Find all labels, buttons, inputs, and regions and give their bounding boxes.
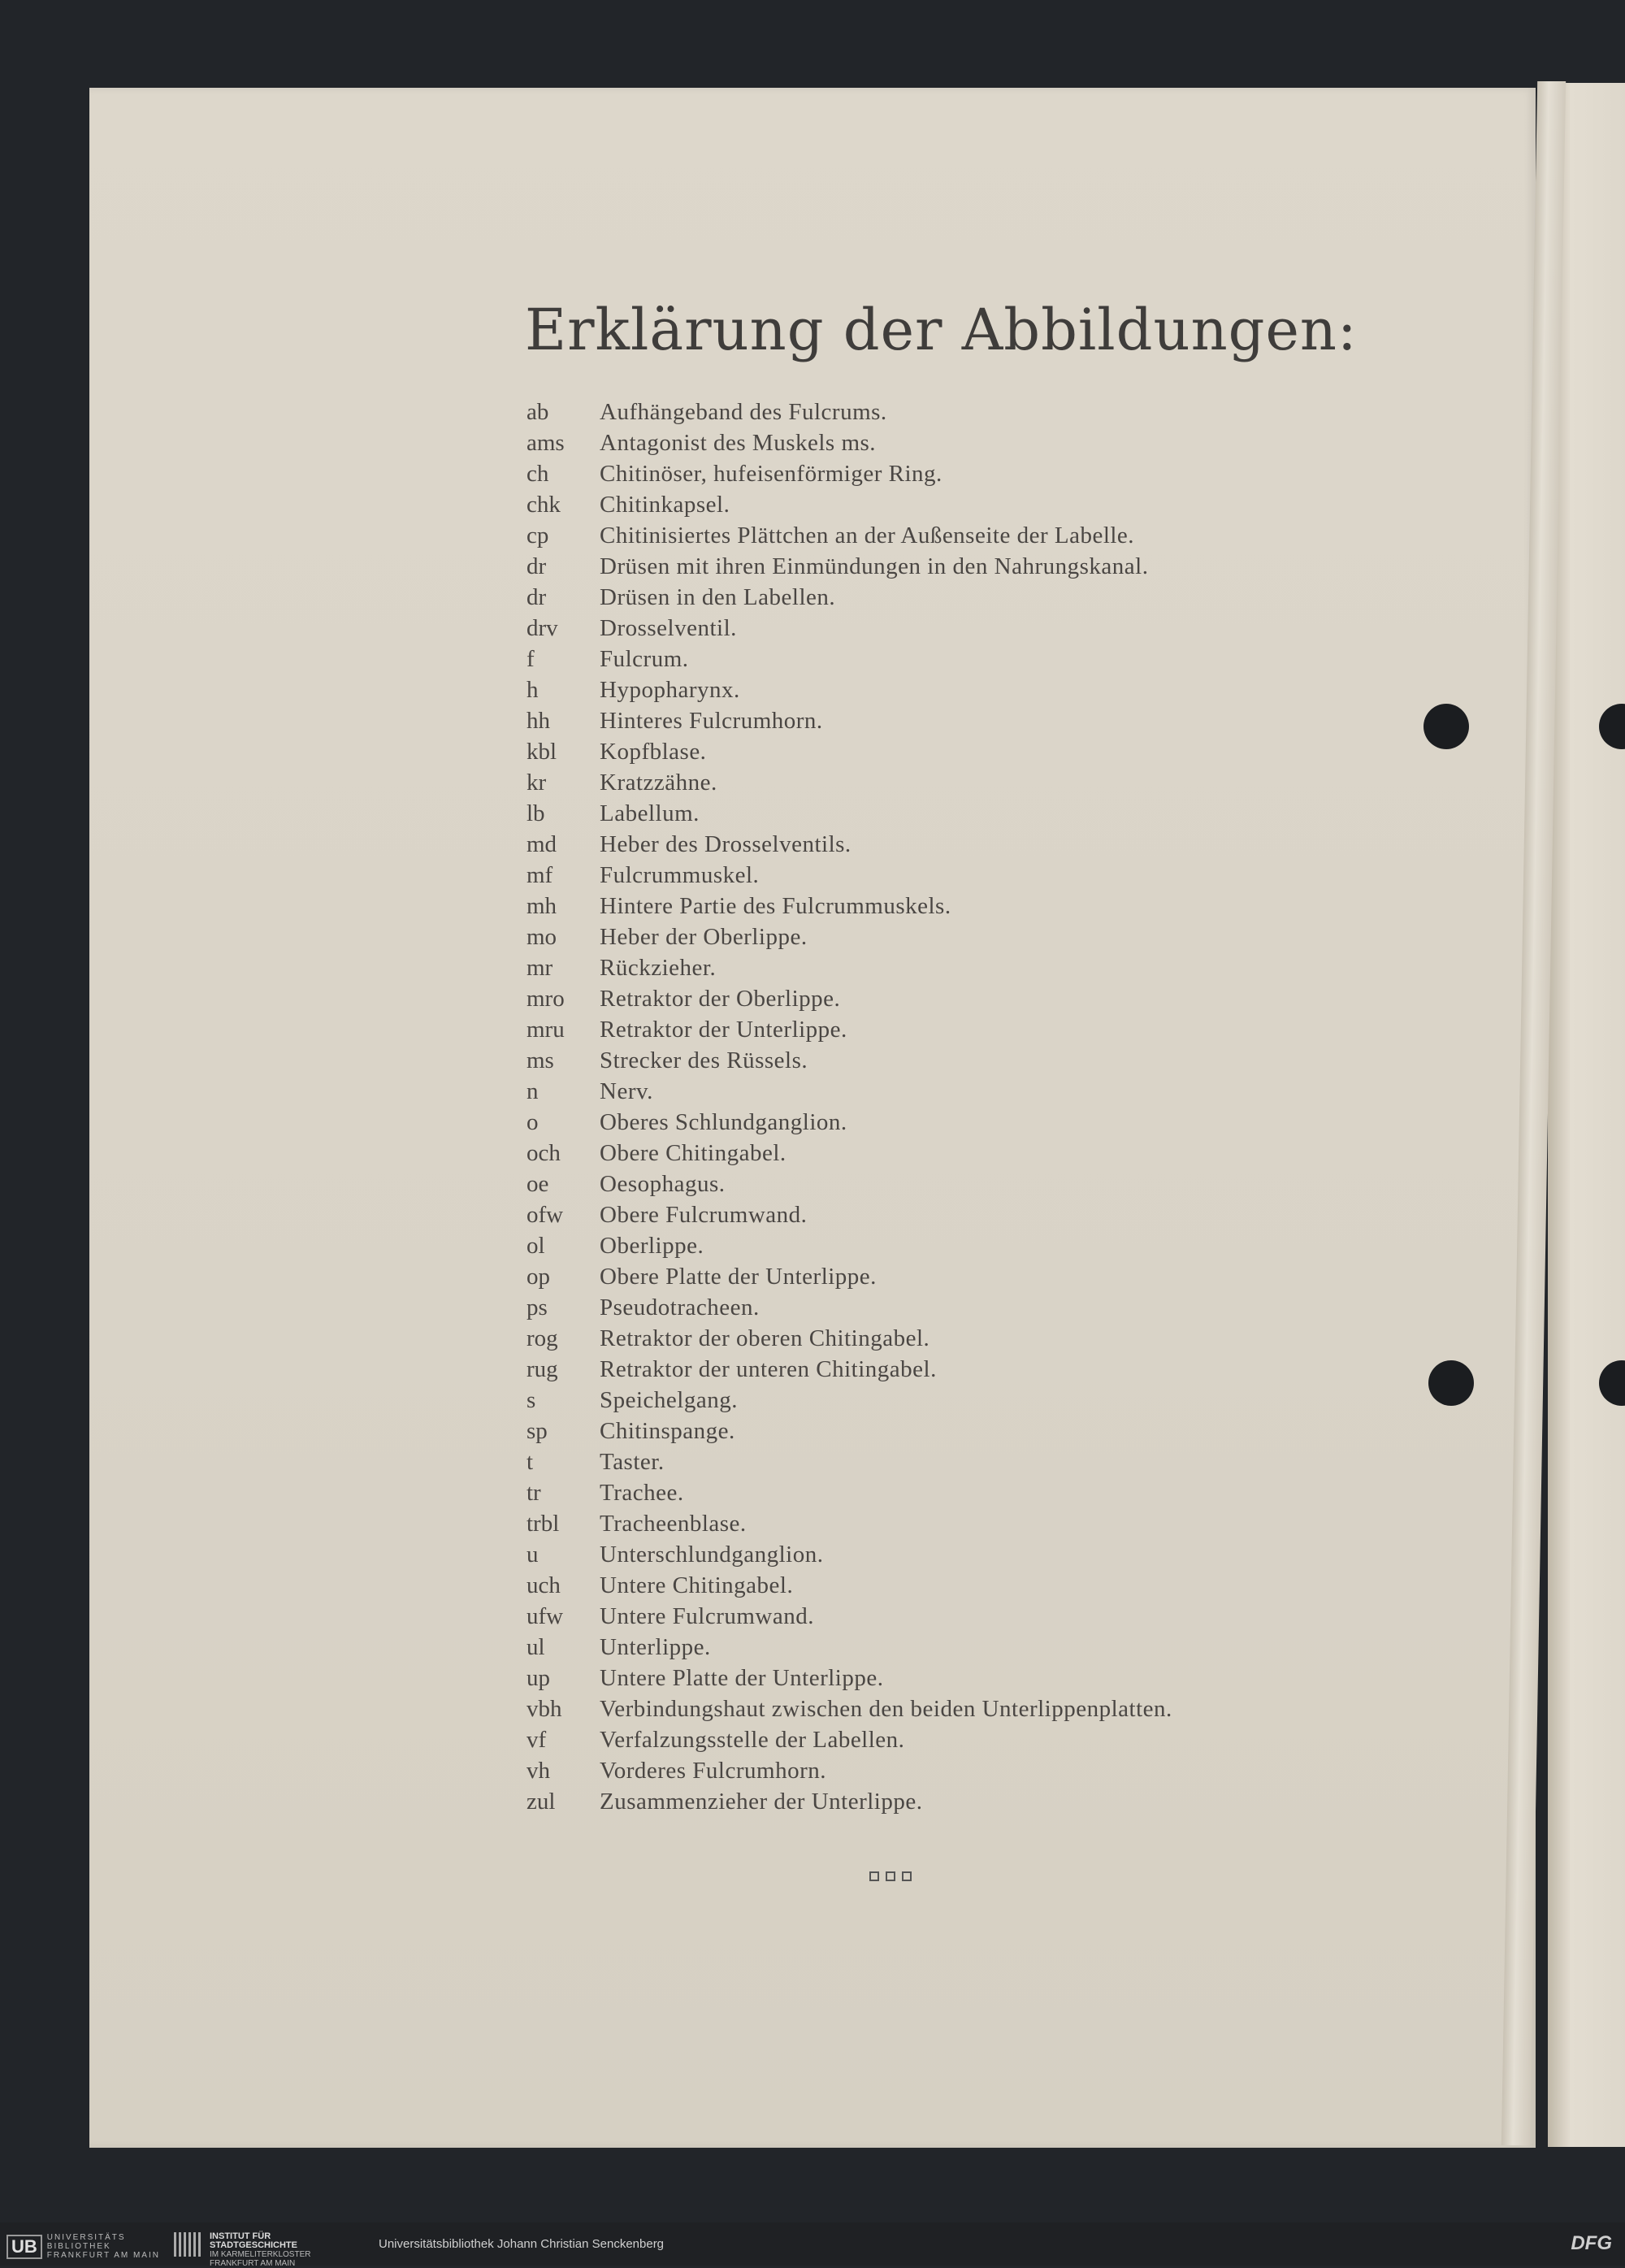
- legend-description: Obere Chitingabel.: [600, 1140, 786, 1166]
- legend-description: Obere Fulcrumwand.: [600, 1202, 808, 1228]
- legend-description: Aufhängeband des Fulcrums.: [600, 399, 887, 425]
- legend-description: Retraktor der oberen Chitingabel.: [600, 1325, 930, 1351]
- isg-logo-line: FRANKFURT AM MAIN: [210, 2259, 296, 2268]
- legend-abbreviation: rug: [526, 1356, 558, 1382]
- legend-abbreviation: dr: [526, 553, 547, 579]
- legend-item: [526, 1755, 1306, 1786]
- legend-item: [526, 1416, 1306, 1446]
- legend-item: [526, 489, 1306, 520]
- legend-abbreviation: lb: [526, 800, 545, 826]
- ornament-square-icon: [902, 1871, 912, 1881]
- ornament-square-icon: [886, 1871, 895, 1881]
- legend-item: [526, 1014, 1306, 1045]
- legend-description: Trachee.: [600, 1480, 684, 1506]
- legend-item: [526, 551, 1306, 582]
- legend-abbreviation: h: [526, 677, 539, 703]
- legend-description: Tracheenblase.: [600, 1511, 747, 1537]
- ornament: [869, 1871, 912, 1881]
- legend-abbreviation: dr: [526, 584, 547, 610]
- legend-item: [526, 1446, 1306, 1477]
- legend-abbreviation: kbl: [526, 739, 557, 765]
- legend-item: [526, 613, 1306, 644]
- legend-description: Unterlippe.: [600, 1634, 711, 1660]
- ornament-square-icon: [869, 1871, 879, 1881]
- legend-description: Kopfblase.: [600, 739, 707, 765]
- legend-item: [526, 1076, 1306, 1107]
- legend-description: Chitinisiertes Plättchen an der Außenseite der Labelle.: [600, 523, 1135, 549]
- legend-abbreviation: uch: [526, 1572, 561, 1598]
- legend-item: [526, 952, 1306, 983]
- legend-abbreviation: hh: [526, 708, 550, 734]
- legend-abbreviation: mru: [526, 1017, 565, 1043]
- legend-abbreviation: sp: [526, 1418, 548, 1444]
- legend-item: [526, 674, 1306, 705]
- legend-item: [526, 1138, 1306, 1169]
- ub-logo[interactable]: [6, 2233, 160, 2260]
- legend-item: [526, 1230, 1306, 1261]
- legend-description: Taster.: [600, 1449, 665, 1475]
- legend-description: Hinteres Fulcrumhorn.: [600, 708, 823, 734]
- legend-abbreviation: cp: [526, 523, 549, 549]
- legend-abbreviation: chk: [526, 492, 561, 518]
- legend-description: Hintere Partie des Fulcrummuskels.: [600, 893, 951, 919]
- legend-item: [526, 922, 1306, 952]
- legend-item: [526, 1477, 1306, 1508]
- legend-item: [526, 644, 1306, 674]
- legend-abbreviation: vf: [526, 1727, 547, 1753]
- legend-item: [526, 798, 1306, 829]
- isg-logo-line: STADTGESCHICHTE: [210, 2240, 297, 2250]
- ub-logo-line: FRANKFURT AM MAIN: [46, 2251, 160, 2260]
- legend-abbreviation: ul: [526, 1634, 545, 1660]
- legend-list: [526, 397, 1306, 1817]
- punch-hole-icon: [1428, 1360, 1474, 1406]
- legend-abbreviation: mf: [526, 862, 553, 888]
- legend-description: Speichelgang.: [600, 1387, 738, 1413]
- legend-item: [526, 1261, 1306, 1292]
- ub-logo-line: UNIVERSITÄTS: [46, 2233, 126, 2242]
- legend-item: [526, 829, 1306, 860]
- legend-description: Drosselventil.: [600, 615, 737, 641]
- legend-item: [526, 1323, 1306, 1354]
- legend-item: [526, 1045, 1306, 1076]
- legend-description: Zusammenzieher der Unterlippe.: [600, 1789, 923, 1815]
- legend-abbreviation: ch: [526, 461, 549, 487]
- legend-abbreviation: trbl: [526, 1511, 560, 1537]
- dfg-logo[interactable]: DFG: [1571, 2232, 1612, 2254]
- legend-item: [526, 891, 1306, 922]
- page-title: Erklärung der Abbildungen:: [525, 297, 1358, 363]
- legend-description: Vorderes Fulcrumhorn.: [600, 1758, 826, 1784]
- legend-item: [526, 983, 1306, 1014]
- punch-hole-icon: [1424, 704, 1469, 749]
- legend-abbreviation: ab: [526, 399, 549, 425]
- legend-abbreviation: ol: [526, 1233, 545, 1259]
- legend-abbreviation: och: [526, 1140, 561, 1166]
- legend-abbreviation: f: [526, 646, 535, 672]
- ub-logo-line: BIBLIOTHEK: [46, 2242, 111, 2251]
- legend-item: [526, 1663, 1306, 1693]
- legend-description: Fulcrummuskel.: [600, 862, 760, 888]
- legend-abbreviation: kr: [526, 770, 547, 796]
- legend-abbreviation: n: [526, 1078, 539, 1104]
- legend-abbreviation: drv: [526, 615, 558, 641]
- legend-abbreviation: ofw: [526, 1202, 564, 1228]
- legend-description: Oesophagus.: [600, 1171, 726, 1197]
- legend-description: Retraktor der Oberlippe.: [600, 986, 841, 1012]
- isg-logo-icon: [174, 2232, 203, 2257]
- isg-logo-text: [210, 2232, 310, 2268]
- legend-abbreviation: ps: [526, 1294, 548, 1320]
- legend-abbreviation: mh: [526, 893, 557, 919]
- legend-description: Fulcrum.: [600, 646, 689, 672]
- legend-abbreviation: mro: [526, 986, 565, 1012]
- legend-abbreviation: vh: [526, 1758, 550, 1784]
- legend-abbreviation: up: [526, 1665, 550, 1691]
- legend-description: Heber der Oberlippe.: [600, 924, 808, 950]
- legend-description: Chitinspange.: [600, 1418, 735, 1444]
- legend-abbreviation: s: [526, 1387, 536, 1413]
- legend-abbreviation: o: [526, 1109, 539, 1135]
- document-page: [89, 88, 1536, 2148]
- ub-logo-icon: UB: [6, 2235, 42, 2259]
- legend-abbreviation: vbh: [526, 1696, 562, 1722]
- legend-description: Retraktor der Unterlippe.: [600, 1017, 847, 1043]
- legend-description: Antagonist des Muskels ms.: [600, 430, 877, 456]
- legend-item: [526, 767, 1306, 798]
- legend-description: Obere Platte der Unterlippe.: [600, 1264, 877, 1290]
- legend-item: [526, 736, 1306, 767]
- legend-item: [526, 520, 1306, 551]
- legend-description: Nerv.: [600, 1078, 653, 1104]
- legend-abbreviation: rog: [526, 1325, 558, 1351]
- legend-description: Rückzieher.: [600, 955, 717, 981]
- legend-abbreviation: ms: [526, 1047, 554, 1073]
- legend-description: Verbindungshaut zwischen den beiden Unterlippenplatten.: [600, 1696, 1172, 1722]
- legend-abbreviation: mr: [526, 955, 553, 981]
- legend-description: Oberlippe.: [600, 1233, 704, 1259]
- legend-item: [526, 1354, 1306, 1385]
- legend-item: [526, 1292, 1306, 1323]
- legend-description: Heber des Drosselventils.: [600, 831, 852, 857]
- legend-abbreviation: md: [526, 831, 557, 857]
- legend-abbreviation: zul: [526, 1789, 556, 1815]
- legend-item: [526, 1786, 1306, 1817]
- legend-description: Labellum.: [600, 800, 700, 826]
- legend-description: Chitinkapsel.: [600, 492, 730, 518]
- legend-description: Hypopharynx.: [600, 677, 740, 703]
- legend-description: Drüsen mit ihren Einmündungen in den Nahrungskanal.: [600, 553, 1149, 579]
- legend-item: [526, 427, 1306, 458]
- legend-abbreviation: u: [526, 1542, 539, 1568]
- legend-abbreviation: tr: [526, 1480, 541, 1506]
- legend-item: [526, 397, 1306, 427]
- legend-item: [526, 1539, 1306, 1570]
- legend-description: Retraktor der unteren Chitingabel.: [600, 1356, 937, 1382]
- legend-description: Verfalzungsstelle der Labellen.: [600, 1727, 905, 1753]
- isg-logo[interactable]: [174, 2232, 310, 2268]
- legend-item: [526, 1693, 1306, 1724]
- isg-logo-line: IM KARMELITERKLOSTER: [210, 2250, 311, 2259]
- legend-item: [526, 458, 1306, 489]
- legend-description: Untere Fulcrumwand.: [600, 1603, 814, 1629]
- library-credit: Universitätsbibliothek Johann Christian Senckenberg: [379, 2237, 665, 2251]
- ub-logo-text: [47, 2233, 160, 2260]
- legend-item: [526, 1199, 1306, 1230]
- legend-description: Untere Chitingabel.: [600, 1572, 794, 1598]
- isg-logo-line: INSTITUT FÜR: [210, 2231, 271, 2241]
- legend-abbreviation: ams: [526, 430, 565, 456]
- legend-item: [526, 1169, 1306, 1199]
- legend-abbreviation: mo: [526, 924, 557, 950]
- legend-abbreviation: oe: [526, 1171, 549, 1197]
- legend-description: Strecker des Rüssels.: [600, 1047, 808, 1073]
- legend-item: [526, 1632, 1306, 1663]
- legend-item: [526, 1385, 1306, 1416]
- legend-abbreviation: t: [526, 1449, 534, 1475]
- legend-item: [526, 1508, 1306, 1539]
- legend-item: [526, 582, 1306, 613]
- legend-description: Chitinöser, hufeisenförmiger Ring.: [600, 461, 942, 487]
- legend-item: [526, 860, 1306, 891]
- legend-abbreviation: ufw: [526, 1603, 564, 1629]
- legend-item: [526, 1570, 1306, 1601]
- legend-description: Pseudotracheen.: [600, 1294, 760, 1320]
- viewer-footer: [0, 2222, 1625, 2266]
- legend-item: [526, 1601, 1306, 1632]
- legend-description: Drüsen in den Labellen.: [600, 584, 836, 610]
- legend-item: [526, 1724, 1306, 1755]
- legend-abbreviation: op: [526, 1264, 550, 1290]
- legend-description: Unterschlundganglion.: [600, 1542, 824, 1568]
- legend-item: [526, 705, 1306, 736]
- legend-description: Kratzzähne.: [600, 770, 717, 796]
- legend-item: [526, 1107, 1306, 1138]
- legend-description: Oberes Schlundganglion.: [600, 1109, 847, 1135]
- legend-description: Untere Platte der Unterlippe.: [600, 1665, 884, 1691]
